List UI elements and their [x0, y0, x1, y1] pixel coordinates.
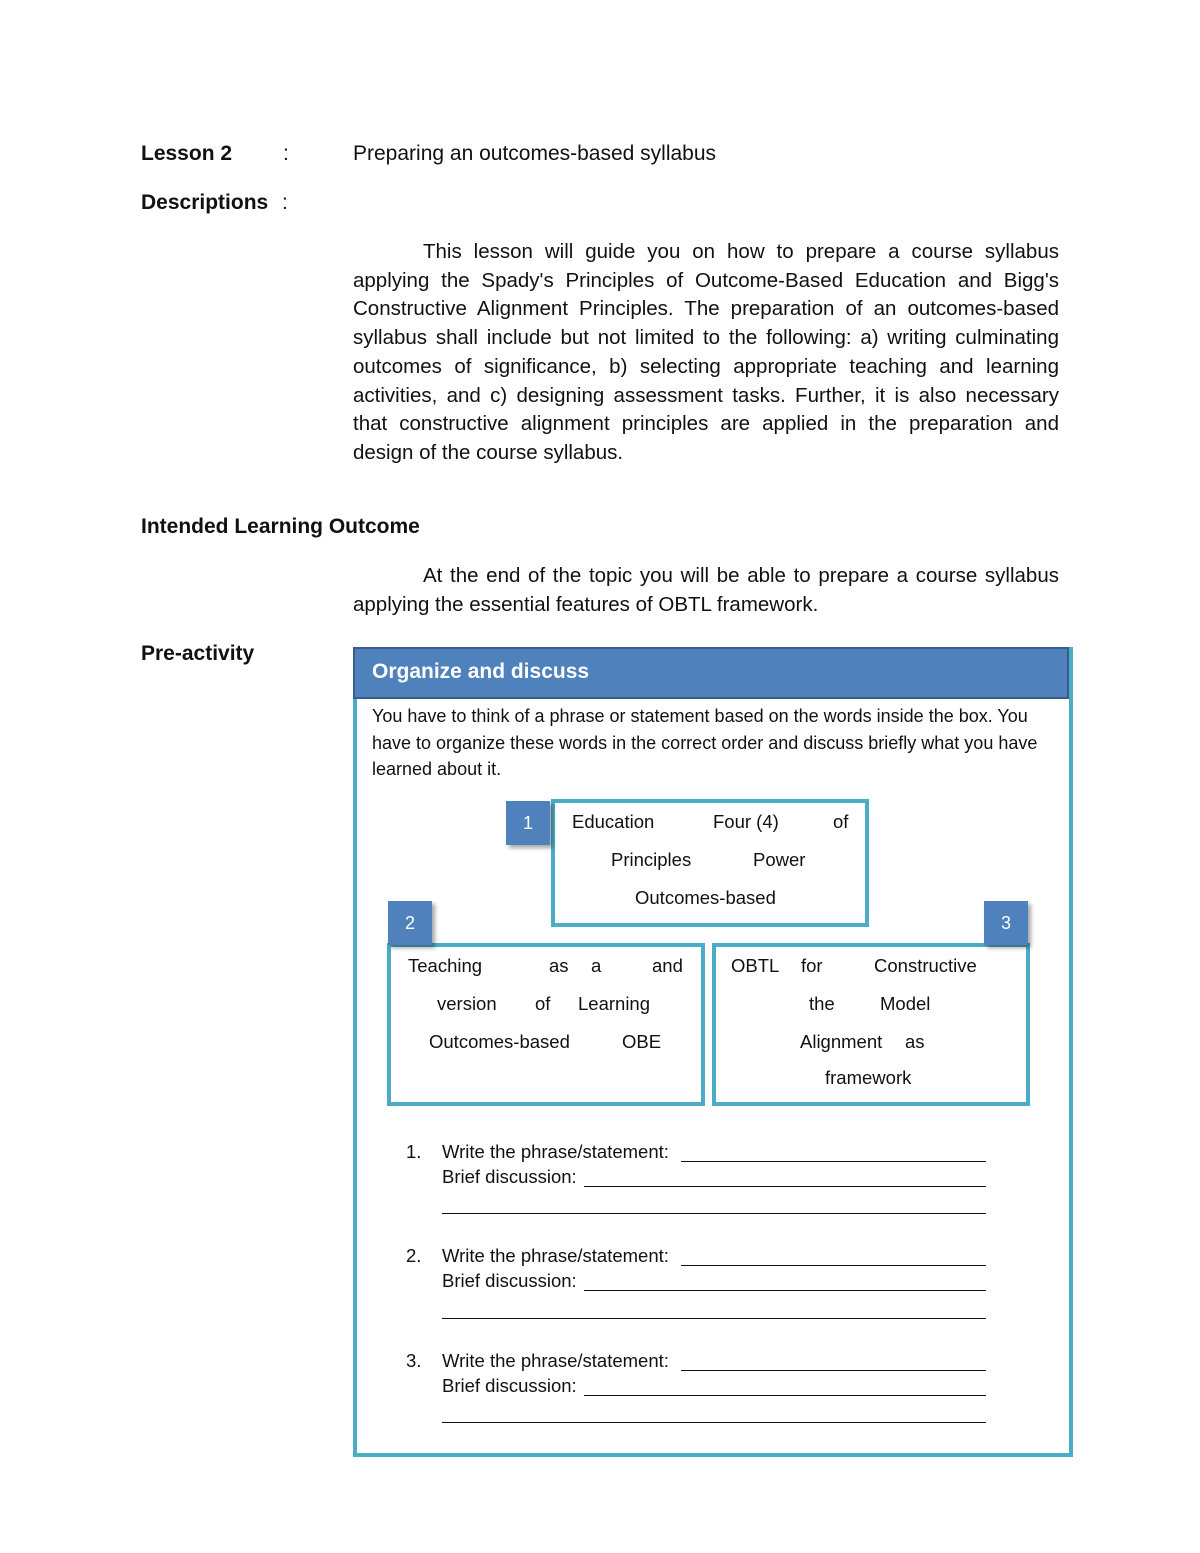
question-1-discussion-label: Brief discussion: [442, 1166, 577, 1187]
question-3-discussion-line[interactable] [584, 1395, 986, 1396]
question-2-discussion-line[interactable] [584, 1290, 986, 1291]
box-2-word: as [549, 955, 569, 976]
box-2-word: Teaching [408, 955, 483, 976]
panel-instructions: You have to think of a phrase or statement based on the words inside the box. You have to organize these words in the correct order and discuss briefly what you have learned about it. [372, 706, 1038, 779]
box-1-word: Principles [611, 849, 692, 870]
descriptions-text: This lesson will guide you on how to prepare a course syllabus applying the Spady's Principles of Outcome-Based Education and Bigg's Constructive Alignment Principles. The preparation of an outcomes-based syllabus shall include but not limited to the following: a) writing culminating outcomes of significance, b) selecting appropriate teaching and learning activities, and c) designing assessment tasks. Further, it is also necessary that constructive alignment principles are applied in the preparation and design of the course syllabus. [353, 240, 1059, 464]
box-1-word: Power [753, 849, 806, 870]
box-2-word: OBE [622, 1031, 662, 1052]
ilo-text: At the end of the topic you will be able to prepare a course syllabus applying the essential features of OBTL framework. [353, 564, 1059, 616]
box-3-word: OBTL [731, 955, 780, 976]
lesson-title: Preparing an outcomes-based syllabus [353, 142, 717, 165]
lesson-label: Lesson 2 [141, 142, 233, 165]
question-2-discussion-label: Brief discussion: [442, 1270, 577, 1291]
question-2-discussion-line-2[interactable] [442, 1318, 986, 1319]
question-3-number: 3. [406, 1350, 422, 1371]
question-3-phrase-line[interactable] [681, 1370, 986, 1371]
box-1-word: Education [572, 811, 655, 832]
box-2-word: Learning [578, 993, 651, 1014]
box-3-word: the [809, 993, 835, 1014]
lesson-colon: : [283, 142, 289, 165]
panel-title: Organize and discuss [353, 647, 1069, 699]
question-1-discussion-line[interactable] [584, 1186, 986, 1187]
box-2-word: a [591, 955, 602, 976]
question-2-phrase-label: Write the phrase/statement: [442, 1245, 669, 1266]
ilo-label: Intended Learning Outcome [141, 515, 420, 538]
question-2-phrase-line[interactable] [681, 1265, 986, 1266]
box-2-word: Outcomes-based [429, 1031, 570, 1052]
box-3-word: Constructive [874, 955, 977, 976]
question-3-discussion-line-2[interactable] [442, 1422, 986, 1423]
question-2-number: 2. [406, 1245, 422, 1266]
box-3-word: as [905, 1031, 925, 1052]
question-1-number: 1. [406, 1141, 422, 1162]
box-1-word: Outcomes-based [635, 887, 776, 908]
box-1-word: of [833, 811, 849, 832]
box-3-number-badge: 3 [984, 901, 1028, 945]
box-1-word: Four (4) [713, 811, 779, 832]
question-1-discussion-line-2[interactable] [442, 1213, 986, 1214]
box-1-number-badge: 1 [506, 801, 550, 845]
question-3-discussion-label: Brief discussion: [442, 1375, 577, 1396]
box-3-word: Alignment [800, 1031, 883, 1052]
box-2-word: and [652, 955, 683, 976]
descriptions-colon: : [282, 191, 288, 214]
question-1-phrase-line[interactable] [681, 1161, 986, 1162]
question-3-phrase-label: Write the phrase/statement: [442, 1350, 669, 1371]
box-3-word: Model [880, 993, 931, 1014]
question-1-phrase-label: Write the phrase/statement: [442, 1141, 669, 1162]
box-3-word: framework [825, 1067, 912, 1088]
descriptions-label: Descriptions [141, 191, 269, 214]
box-3-word: for [801, 955, 823, 976]
box-2-word: of [535, 993, 551, 1014]
box-2-word: version [437, 993, 497, 1014]
pre-activity-label: Pre-activity [141, 642, 255, 665]
box-2-number-badge: 2 [388, 901, 432, 945]
